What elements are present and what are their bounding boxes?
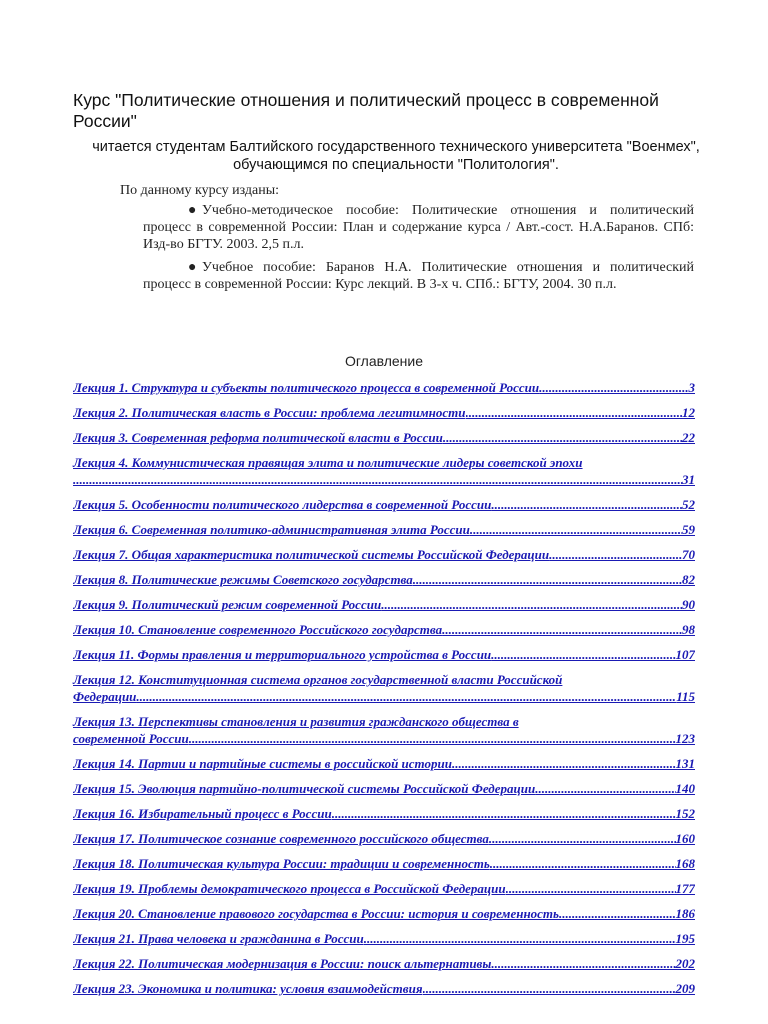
toc-item-17[interactable] <box>73 830 695 847</box>
publication-item <box>143 202 694 253</box>
toc-item-page: 115 <box>676 689 695 704</box>
toc-link[interactable] <box>73 955 695 972</box>
toc-item-page: 202 <box>675 956 695 971</box>
toc-item-page: 12 <box>682 405 695 420</box>
toc-item-11[interactable] <box>73 646 695 663</box>
toc-item-title: Лекция 12. Конституционная система органов государственной власти Российской <box>73 672 563 687</box>
toc-item-page: 3 <box>688 380 695 395</box>
toc-item-page: 123 <box>675 731 695 746</box>
toc-item-title: Лекция 10. Становление современного Российского государства <box>73 622 443 637</box>
table-of-contents <box>73 379 695 1005</box>
toc-item-title: Лекция 16. Избирательный процесс в России <box>73 806 332 821</box>
toc-item-page: 82 <box>682 572 695 587</box>
toc-item-title: Лекция 13. Перспективы становления и развития гражданского общества в <box>73 714 519 729</box>
toc-item-page: 140 <box>675 781 695 796</box>
toc-item-page: 177 <box>675 881 695 896</box>
toc-item-title: Лекция 17. Политическое сознание современного российского общества <box>73 831 489 846</box>
toc-item-page: 22 <box>682 430 695 445</box>
toc-link[interactable] <box>73 454 695 488</box>
publication-text: Учебно-методическое пособие: Политические отношения и политический процесс в современной России: План и содержание курса / Авт.-сост. Н.А.Баранов. СПб: Изд-во БГТУ. 2003. 2,5 п.л. <box>143 203 694 252</box>
toc-item-title-cont: современной России <box>73 731 189 746</box>
toc-item-1[interactable] <box>73 379 695 396</box>
toc-item-title: Лекция 9. Политический режим современной России <box>73 597 382 612</box>
publication-item <box>143 259 694 293</box>
toc-item-title: Лекция 15. Эволюция партийно-политической системы Российской Федерации <box>73 781 536 796</box>
toc-item-page: 186 <box>675 906 695 921</box>
toc-title: Оглавление <box>344 353 424 369</box>
toc-item-title: Лекция 2. Политическая власть в России: проблема легитимности <box>73 405 466 420</box>
toc-item-page: 52 <box>682 497 695 512</box>
toc-item-page: 195 <box>675 931 695 946</box>
toc-link[interactable] <box>73 521 695 538</box>
course-title: Курс "Политические отношения и политический процесс в современной России" <box>73 90 659 131</box>
toc-item-title: Лекция 5. Особенности политического лидерства в современной России <box>73 497 492 512</box>
toc-link[interactable] <box>73 805 695 822</box>
toc-link[interactable] <box>73 546 695 563</box>
toc-item-2[interactable] <box>73 404 695 421</box>
toc-link[interactable] <box>73 830 695 847</box>
toc-item-title: Лекция 23. Экономика и политика: условия взаимодействия <box>73 981 423 996</box>
toc-item-page: 98 <box>682 622 695 637</box>
toc-item-22[interactable] <box>73 955 695 972</box>
toc-link[interactable] <box>73 646 695 663</box>
toc-link[interactable] <box>73 379 695 396</box>
toc-item-9[interactable] <box>73 596 695 613</box>
publication-list <box>143 202 694 299</box>
toc-item-title: Лекция 14. Партии и партийные системы в российской истории <box>73 756 452 771</box>
toc-item-19[interactable] <box>73 880 695 897</box>
toc-link[interactable] <box>73 404 695 421</box>
toc-item-title: Лекция 18. Политическая культура России: традиции и современность <box>73 856 490 871</box>
toc-item-15[interactable] <box>73 780 695 797</box>
toc-item-title: Лекция 22. Политическая модернизация в России: поиск альтернативы <box>73 956 492 971</box>
toc-item-page: 31 <box>682 472 695 487</box>
toc-link[interactable] <box>73 755 695 772</box>
toc-item-4[interactable] <box>73 454 695 488</box>
toc-link[interactable] <box>73 429 695 446</box>
toc-item-title-cont: Федерации <box>73 689 137 704</box>
toc-item-page: 90 <box>682 597 695 612</box>
toc-item-3[interactable] <box>73 429 695 446</box>
toc-link[interactable] <box>73 621 695 638</box>
toc-item-page: 59 <box>682 522 695 537</box>
toc-link[interactable] <box>73 671 695 705</box>
toc-link[interactable] <box>73 855 695 872</box>
toc-item-page: 209 <box>675 981 695 996</box>
course-subtitle: читается студентам Балтийского государственного технического университета "Военмех", обучающимся по специальности "Политология". <box>92 139 700 173</box>
toc-item-title: Лекция 19. Проблемы демократического процесса в Российской Федерации <box>73 881 506 896</box>
toc-link[interactable] <box>73 596 695 613</box>
toc-link[interactable] <box>73 930 695 947</box>
toc-item-page: 107 <box>675 647 695 662</box>
bullet-icon: ● <box>188 260 197 275</box>
toc-item-title: Лекция 7. Общая характеристика политической системы Российской Федерации <box>73 547 550 562</box>
toc-link[interactable] <box>73 571 695 588</box>
toc-link[interactable] <box>73 780 695 797</box>
toc-item-6[interactable] <box>73 521 695 538</box>
toc-item-title: Лекция 8. Политические режимы Советского государства <box>73 572 413 587</box>
toc-item-21[interactable] <box>73 930 695 947</box>
toc-item-title: Лекция 6. Современная политико-административная элита России <box>73 522 470 537</box>
toc-item-title: Лекция 3. Современная реформа политической власти в России <box>73 430 443 445</box>
toc-item-13[interactable] <box>73 713 695 747</box>
toc-link[interactable] <box>73 980 695 997</box>
toc-item-12[interactable] <box>73 671 695 705</box>
toc-item-page: 131 <box>675 756 695 771</box>
toc-item-page: 160 <box>675 831 695 846</box>
toc-link[interactable] <box>73 880 695 897</box>
publication-text: Учебное пособие: Баранов Н.А. Политические отношения и политический процесс в современной России: Курс лекций. В 3-х ч. СПб.: БГТУ, 2004. 30 п.л. <box>143 260 694 292</box>
toc-item-title: Лекция 11. Формы правления и территориального устройства в России <box>73 647 492 662</box>
toc-item-title: Лекция 20. Становление правового государства в России: история и современность <box>73 906 559 921</box>
toc-link[interactable] <box>73 905 695 922</box>
toc-link[interactable] <box>73 713 695 747</box>
toc-item-title: Лекция 4. Коммунистическая правящая элита и политические лидеры советской эпохи <box>73 455 583 470</box>
toc-link[interactable] <box>73 496 695 513</box>
toc-item-14[interactable] <box>73 755 695 772</box>
toc-item-title: Лекция 1. Структура и субъекты политического процесса в современной России <box>73 380 540 395</box>
toc-item-5[interactable] <box>73 496 695 513</box>
toc-item-23[interactable] <box>73 980 695 997</box>
toc-item-10[interactable] <box>73 621 695 638</box>
toc-item-page: 152 <box>675 806 695 821</box>
toc-item-page: 168 <box>675 856 695 871</box>
toc-item-title: Лекция 21. Права человека и гражданина в России <box>73 931 364 946</box>
toc-item-18[interactable] <box>73 855 695 872</box>
published-label: По данному курсу изданы: <box>120 183 280 198</box>
toc-item-7[interactable] <box>73 546 695 563</box>
bullet-icon: ● <box>188 203 197 218</box>
toc-item-8[interactable] <box>73 571 695 588</box>
toc-item-20[interactable] <box>73 905 695 922</box>
toc-item-16[interactable] <box>73 805 695 822</box>
toc-item-page: 70 <box>682 547 695 562</box>
